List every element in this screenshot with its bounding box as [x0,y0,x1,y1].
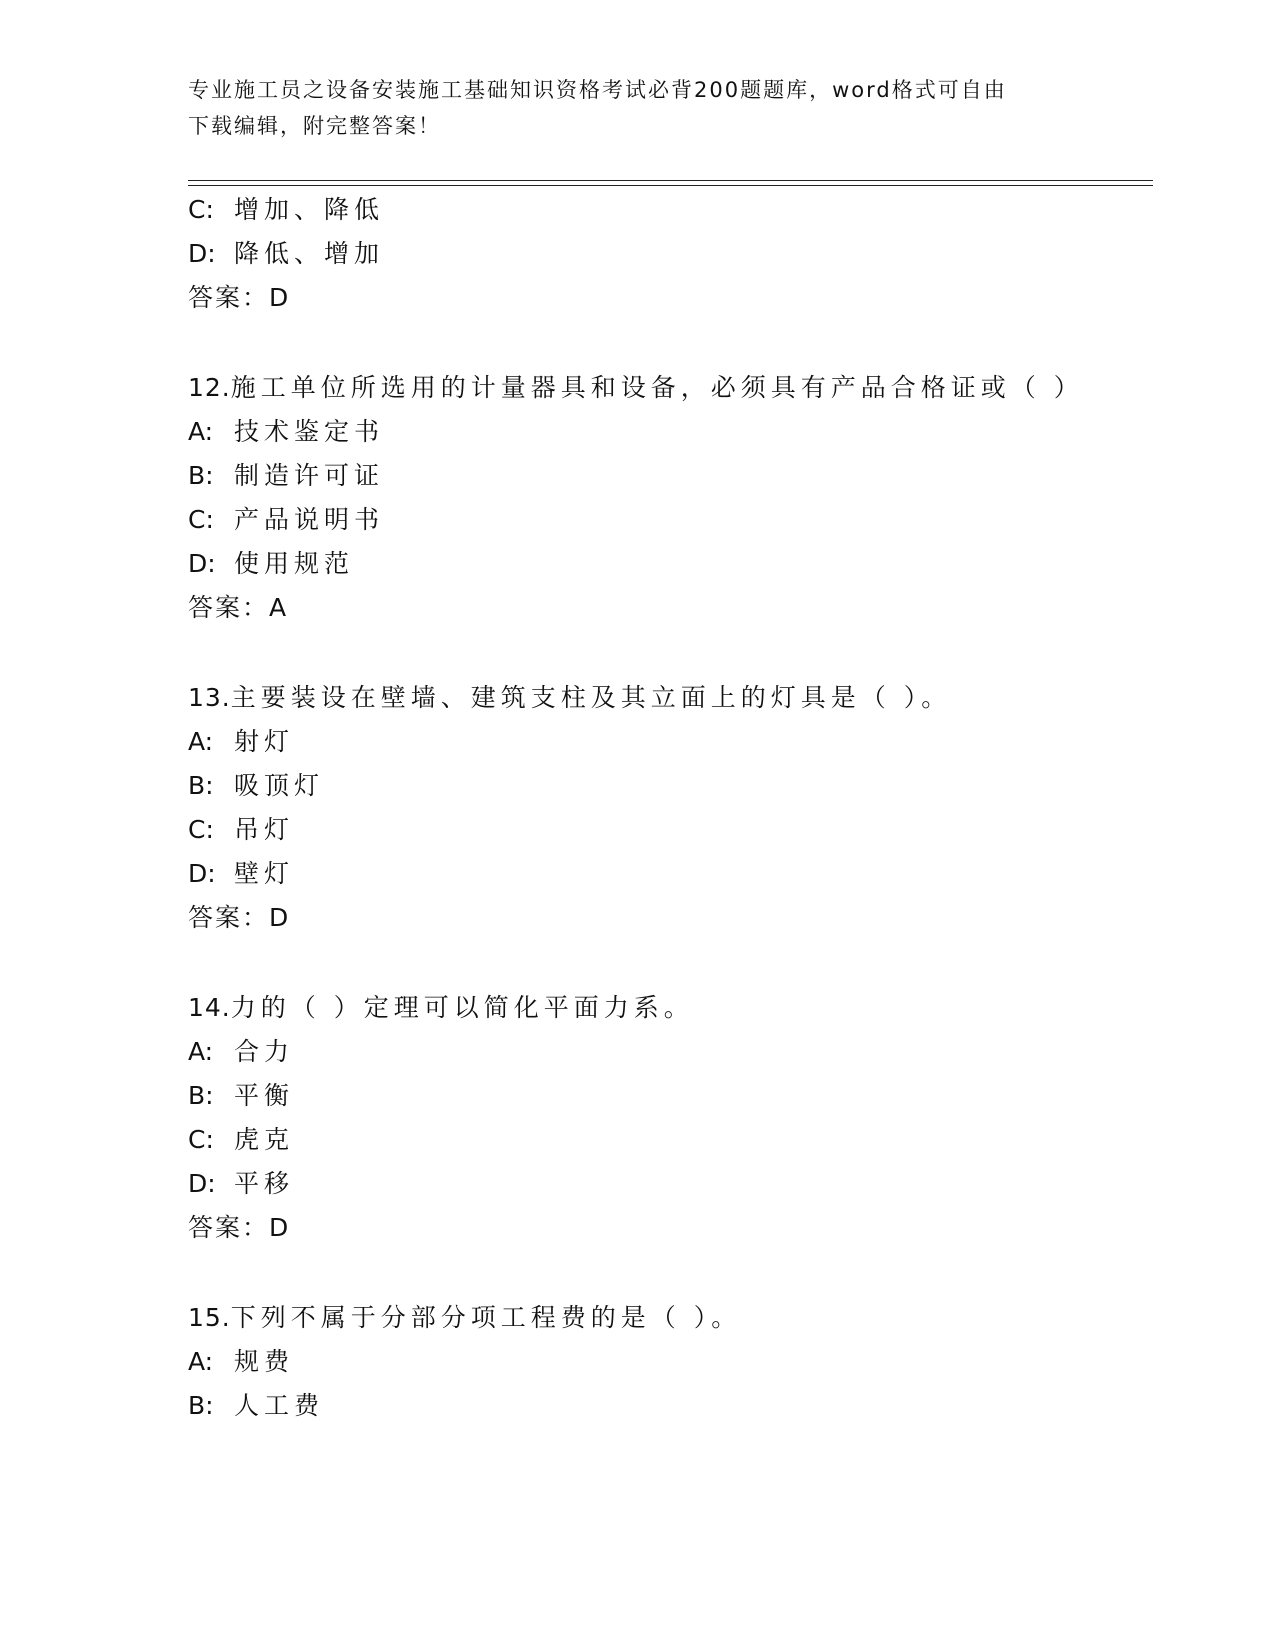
document-header [188,72,1088,144]
option-label: B: [188,461,214,490]
option-label: D: [188,859,216,888]
option-text: 使用规范 [234,549,355,578]
option-d [188,858,294,890]
question-stem [188,1302,741,1334]
option-label: A: [188,1037,214,1066]
question-stem [188,992,694,1024]
question-text: 施工单位所选用的计量器具和设备，必须具有产品合格证或（ ） [230,373,1084,402]
option-label: C: [188,1125,214,1154]
option-text: 平衡 [234,1081,295,1110]
option-text: 产品说明书 [234,505,385,534]
option-label: A: [188,727,214,756]
question-number: 14. [188,993,231,1022]
question-number: 13. [188,683,231,712]
option-c [188,1124,294,1156]
header-divider-bottom [188,185,1153,186]
option-text: 吊灯 [234,815,295,844]
option-d [188,1168,294,1200]
option-text: 制造许可证 [234,461,385,490]
option-label: D: [188,549,216,578]
question-stem [188,682,951,714]
option-d [188,548,354,580]
option-c [188,194,384,226]
question-number: 15. [188,1303,231,1332]
option-d [188,238,384,270]
question-text: 力的（ ）定理可以简化平面力系。 [230,993,694,1022]
option-label: B: [188,1391,214,1420]
question-stem [188,372,1084,404]
question-text: 下列不属于分部分项工程费的是（ ）。 [230,1303,742,1332]
option-text: 壁灯 [234,859,295,888]
option-label: D: [188,1169,216,1198]
option-label: B: [188,771,214,800]
option-b [188,1390,324,1422]
option-label: A: [188,417,214,446]
option-text: 技术鉴定书 [234,417,385,446]
question-number: 12. [188,373,231,402]
answer-line: 答案：A [188,593,289,622]
option-label: C: [188,815,214,844]
option-a [188,416,384,448]
option-a [188,726,294,758]
question-text: 主要装设在壁墙、建筑支柱及其立面上的灯具是（ ）。 [230,683,952,712]
option-text: 平移 [234,1169,295,1198]
option-b [188,460,384,492]
option-a [188,1036,294,1068]
option-b [188,1080,294,1112]
option-c [188,504,384,536]
option-label: C: [188,195,214,224]
option-text: 合力 [234,1037,295,1066]
option-text: 规费 [234,1347,295,1376]
option-text: 射灯 [234,727,295,756]
option-text: 吸顶灯 [234,771,325,800]
header-line-2: 下载编辑，附完整答案！ [188,114,441,138]
option-text: 降低、增加 [234,239,385,268]
option-text: 虎克 [234,1125,295,1154]
option-label: D: [188,239,216,268]
option-label: B: [188,1081,214,1110]
answer-line: 答案：D [188,903,291,932]
option-label: A: [188,1347,214,1376]
option-text: 增加、降低 [234,195,385,224]
option-a [188,1346,294,1378]
option-c [188,814,294,846]
answer-line: 答案：D [188,283,291,312]
option-text: 人工费 [234,1391,325,1420]
option-label: C: [188,505,214,534]
answer-line: 答案：D [188,1213,291,1242]
option-b [188,770,324,802]
header-divider-top [188,180,1153,181]
header-line-1: 专业施工员之设备安装施工基础知识资格考试必背200题题库，word格式可自由 [188,78,1007,102]
